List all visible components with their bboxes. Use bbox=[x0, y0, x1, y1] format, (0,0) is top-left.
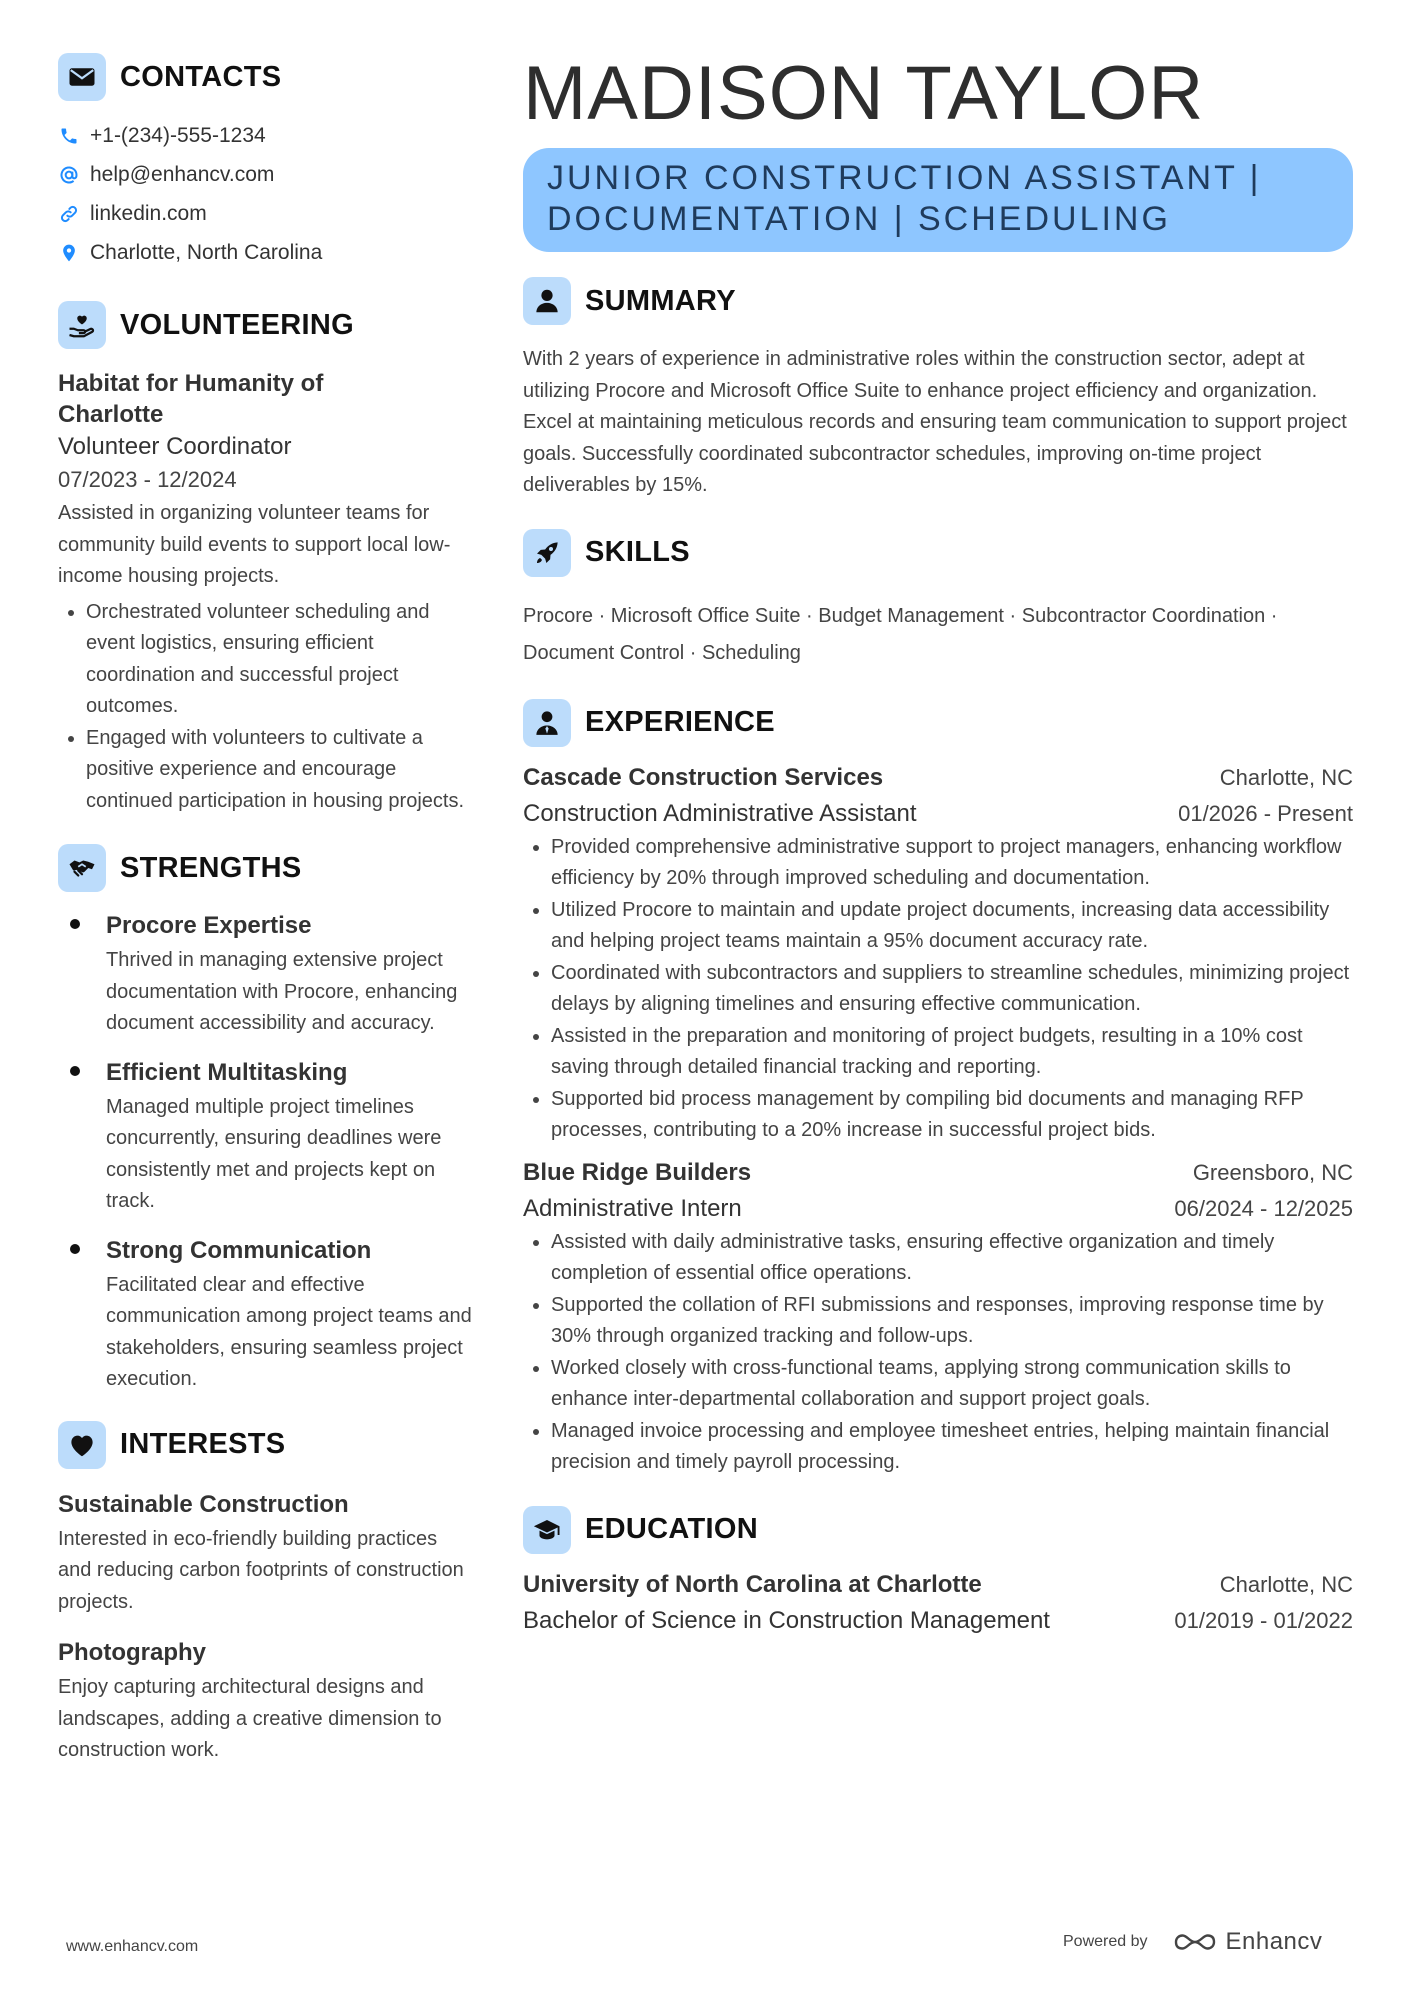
job-company: Cascade Construction Services bbox=[523, 763, 884, 791]
job-dates: 06/2024 - 12/2025 bbox=[1174, 1195, 1353, 1221]
left-column bbox=[58, 52, 478, 1767]
experience-heading: EXPERIENCE bbox=[585, 706, 775, 738]
list-item: • Assisted in the preparation and monitoring of project budgets, resulting in a 10% cost saving through detailed financial tracking and reporting. bbox=[551, 1021, 1353, 1084]
experience-section bbox=[523, 698, 1353, 1479]
list-item: • Managed invoice processing and employee timesheet entries, helping maintain financial precision and timely payroll processing. bbox=[551, 1416, 1353, 1479]
education-heading-row bbox=[523, 1505, 1353, 1555]
list-item: • Utilized Procore to maintain and update project documents, increasing data accessibility and helping project teams maintain a 95% document accuracy rate. bbox=[551, 895, 1353, 958]
strengths-heading: STRENGTHS bbox=[120, 851, 302, 884]
interests-heading-row bbox=[58, 1420, 478, 1470]
volunteering-entry bbox=[58, 368, 478, 817]
contact-linkedin bbox=[58, 194, 478, 233]
candidate-name: MADISON TAYLOR bbox=[523, 51, 1205, 136]
strength-desc: Thrived in managing extensive project documentation with Procore, enhancing document accessibility and accuracy. bbox=[106, 949, 458, 1034]
job-subheader bbox=[523, 1191, 1353, 1227]
brand-logo[interactable] bbox=[1172, 1928, 1323, 1956]
list-item: • Supported bid process management by compiling bid documents and managing RFP processes, contributing to a 20% increase in successful project bids. bbox=[551, 1084, 1353, 1147]
job-location: Greensboro, NC bbox=[1192, 1159, 1353, 1185]
envelope-icon bbox=[58, 53, 106, 101]
volunteer-role: Volunteer Coordinator bbox=[58, 433, 292, 460]
skills-section bbox=[523, 528, 1353, 672]
strength-list bbox=[58, 907, 478, 1396]
job-bullets bbox=[523, 832, 1353, 1147]
job-entry bbox=[523, 760, 1353, 1147]
contacts-heading: CONTACTS bbox=[120, 60, 282, 93]
strength-title: Efficient Multitasking bbox=[106, 1058, 348, 1086]
interest-title: Photography bbox=[58, 1639, 206, 1666]
strength-title: Strong Communication bbox=[106, 1236, 372, 1264]
location-text: Charlotte, North Carolina bbox=[90, 240, 323, 264]
education-location: Charlotte, NC bbox=[1219, 1571, 1353, 1597]
job-role: Construction Administrative Assistant bbox=[523, 799, 917, 827]
hand-heart-icon bbox=[58, 301, 106, 349]
contact-phone bbox=[58, 116, 478, 155]
handshake-icon bbox=[58, 844, 106, 892]
education-subheader bbox=[523, 1603, 1353, 1639]
list-item: • Supported the collation of RFI submissions and responses, improving response time by 30% through organized tracking and follow-ups. bbox=[551, 1290, 1353, 1353]
brand-name: Enhancv bbox=[1225, 1928, 1323, 1955]
job-header bbox=[523, 1155, 1353, 1191]
powered-by-label: Powered by bbox=[1063, 1933, 1148, 1950]
phone-text[interactable]: +1-(234)-555-1234 bbox=[90, 123, 266, 147]
graduation-cap-icon bbox=[523, 1506, 571, 1554]
strength-desc: Facilitated clear and effective communication among project teams and stakeholders, ensuring seamless project execution. bbox=[106, 1273, 472, 1390]
linkedin-text[interactable]: linkedin.com bbox=[90, 201, 207, 225]
strengths-section bbox=[58, 843, 478, 1396]
education-degree: Bachelor of Science in Construction Management bbox=[523, 1606, 1050, 1634]
education-dates: 01/2019 - 01/2022 bbox=[1174, 1607, 1353, 1633]
briefcase-user-icon bbox=[523, 699, 571, 747]
summary-heading-row bbox=[523, 276, 1353, 326]
volunteering-section bbox=[58, 300, 478, 817]
job-entry bbox=[523, 1155, 1353, 1479]
summary-heading: SUMMARY bbox=[585, 284, 736, 317]
interests-heading: INTERESTS bbox=[120, 1428, 286, 1460]
footer-branding bbox=[1063, 1928, 1322, 1956]
bullet-dot bbox=[70, 1066, 80, 1076]
education-section bbox=[523, 1505, 1353, 1639]
job-company: Blue Ridge Builders bbox=[523, 1158, 752, 1186]
volunteer-org: Habitat for Humanity of Charlotte bbox=[58, 370, 324, 428]
phone-icon bbox=[58, 125, 80, 147]
volunteer-dates: 07/2023 - 12/2024 bbox=[58, 467, 237, 492]
education-school: University of North Carolina at Charlotte bbox=[523, 1570, 982, 1598]
strength-title: Procore Expertise bbox=[106, 912, 312, 939]
interest-item bbox=[58, 1634, 478, 1767]
list-item: • Coordinated with subcontractors and suppliers to streamline schedules, minimizing project delays by aligning timelines and ensuring effective communication. bbox=[551, 958, 1353, 1021]
list-item: • Engaged with volunteers to cultivate a positive experience and encourage continued participation in housing projects. bbox=[86, 723, 478, 818]
education-entry bbox=[523, 1567, 1353, 1639]
enhancv-logo-icon bbox=[1172, 1930, 1218, 1954]
link-icon bbox=[58, 203, 80, 225]
job-subheader bbox=[523, 796, 1353, 832]
interest-item bbox=[58, 1486, 478, 1619]
heart-icon bbox=[58, 1421, 106, 1469]
volunteer-bullets bbox=[58, 597, 478, 818]
education-header bbox=[523, 1567, 1353, 1603]
experience-heading-row bbox=[523, 698, 1353, 748]
summary-text: With 2 years of experience in administrative roles within the construction sector, adept at utilizing Procore and Microsoft Office Suite to enhance project efficiency and organization. Excel at maintaining meticulous records and ensuring team communication to support project goals. Successfully coordinated subcontractor schedules, improving on-time project deliverables by 15%. bbox=[523, 348, 1347, 496]
job-header bbox=[523, 760, 1353, 796]
strength-desc: Managed multiple project timelines concurrently, ensuring deadlines were consistently met and projects kept on track. bbox=[106, 1095, 442, 1212]
email-text[interactable]: help@enhancv.com bbox=[90, 162, 275, 186]
user-icon bbox=[523, 277, 571, 325]
job-location: Charlotte, NC bbox=[1219, 764, 1353, 790]
list-item: • Worked closely with cross-functional teams, applying strong communication skills to enhance inter-departmental collaboration and support project goals. bbox=[551, 1353, 1353, 1416]
strength-item bbox=[58, 1054, 478, 1218]
list-item: • Assisted with daily administrative tasks, ensuring effective organization and timely completion of essential office operations. bbox=[551, 1227, 1353, 1290]
interests-section bbox=[58, 1420, 478, 1767]
skills-heading-row bbox=[523, 528, 1353, 578]
education-heading: EDUCATION bbox=[585, 1513, 758, 1545]
skills-heading: SKILLS bbox=[585, 536, 690, 568]
job-bullets bbox=[523, 1227, 1353, 1479]
interest-title: Sustainable Construction bbox=[58, 1490, 349, 1518]
map-pin-icon bbox=[58, 242, 80, 264]
contact-location bbox=[58, 233, 478, 272]
bullet-dot bbox=[70, 1244, 80, 1254]
interest-list bbox=[58, 1486, 478, 1767]
list-item: • Provided comprehensive administrative support to project managers, enhancing workflow efficiency by 20% through improved scheduling and documentation. bbox=[551, 832, 1353, 895]
bullet-dot bbox=[70, 919, 80, 929]
job-title-line-1: JUNIOR CONSTRUCTION ASSISTANT | bbox=[547, 159, 1262, 197]
at-sign-icon bbox=[58, 164, 80, 186]
skills-list: Procore · Microsoft Office Suite · Budget Management · Subcontractor Coordination · Document Control · Scheduling bbox=[523, 604, 1278, 664]
summary-section bbox=[523, 276, 1353, 502]
job-role: Administrative Intern bbox=[523, 1194, 742, 1222]
interest-desc: Interested in eco-friendly building practices and reducing carbon footprints of construction projects. bbox=[58, 1527, 464, 1613]
contacts-heading-row bbox=[58, 52, 478, 102]
strengths-heading-row bbox=[58, 843, 478, 893]
interest-desc: Enjoy capturing architectural designs and landscapes, adding a creative dimension to construction work. bbox=[58, 1676, 442, 1761]
rocket-icon bbox=[523, 529, 571, 577]
list-item: • Orchestrated volunteer scheduling and event logistics, ensuring efficient coordination and successful project outcomes. bbox=[86, 597, 478, 723]
volunteering-heading: VOLUNTEERING bbox=[120, 308, 354, 341]
job-title-line-2: DOCUMENTATION | SCHEDULING bbox=[547, 200, 1171, 238]
contact-email bbox=[58, 155, 478, 194]
strength-item bbox=[58, 1232, 478, 1396]
right-column bbox=[523, 44, 1353, 1639]
job-dates: 01/2026 - Present bbox=[1178, 800, 1353, 826]
volunteer-description: Assisted in organizing volunteer teams for community build events to support local low-income housing projects. bbox=[58, 502, 451, 587]
contact-list bbox=[58, 116, 478, 272]
footer-website[interactable]: www.enhancv.com bbox=[66, 1938, 199, 1955]
contacts-section bbox=[58, 52, 478, 272]
strength-item bbox=[58, 907, 478, 1040]
job-title-banner bbox=[523, 148, 1353, 252]
volunteering-heading-row bbox=[58, 300, 478, 350]
